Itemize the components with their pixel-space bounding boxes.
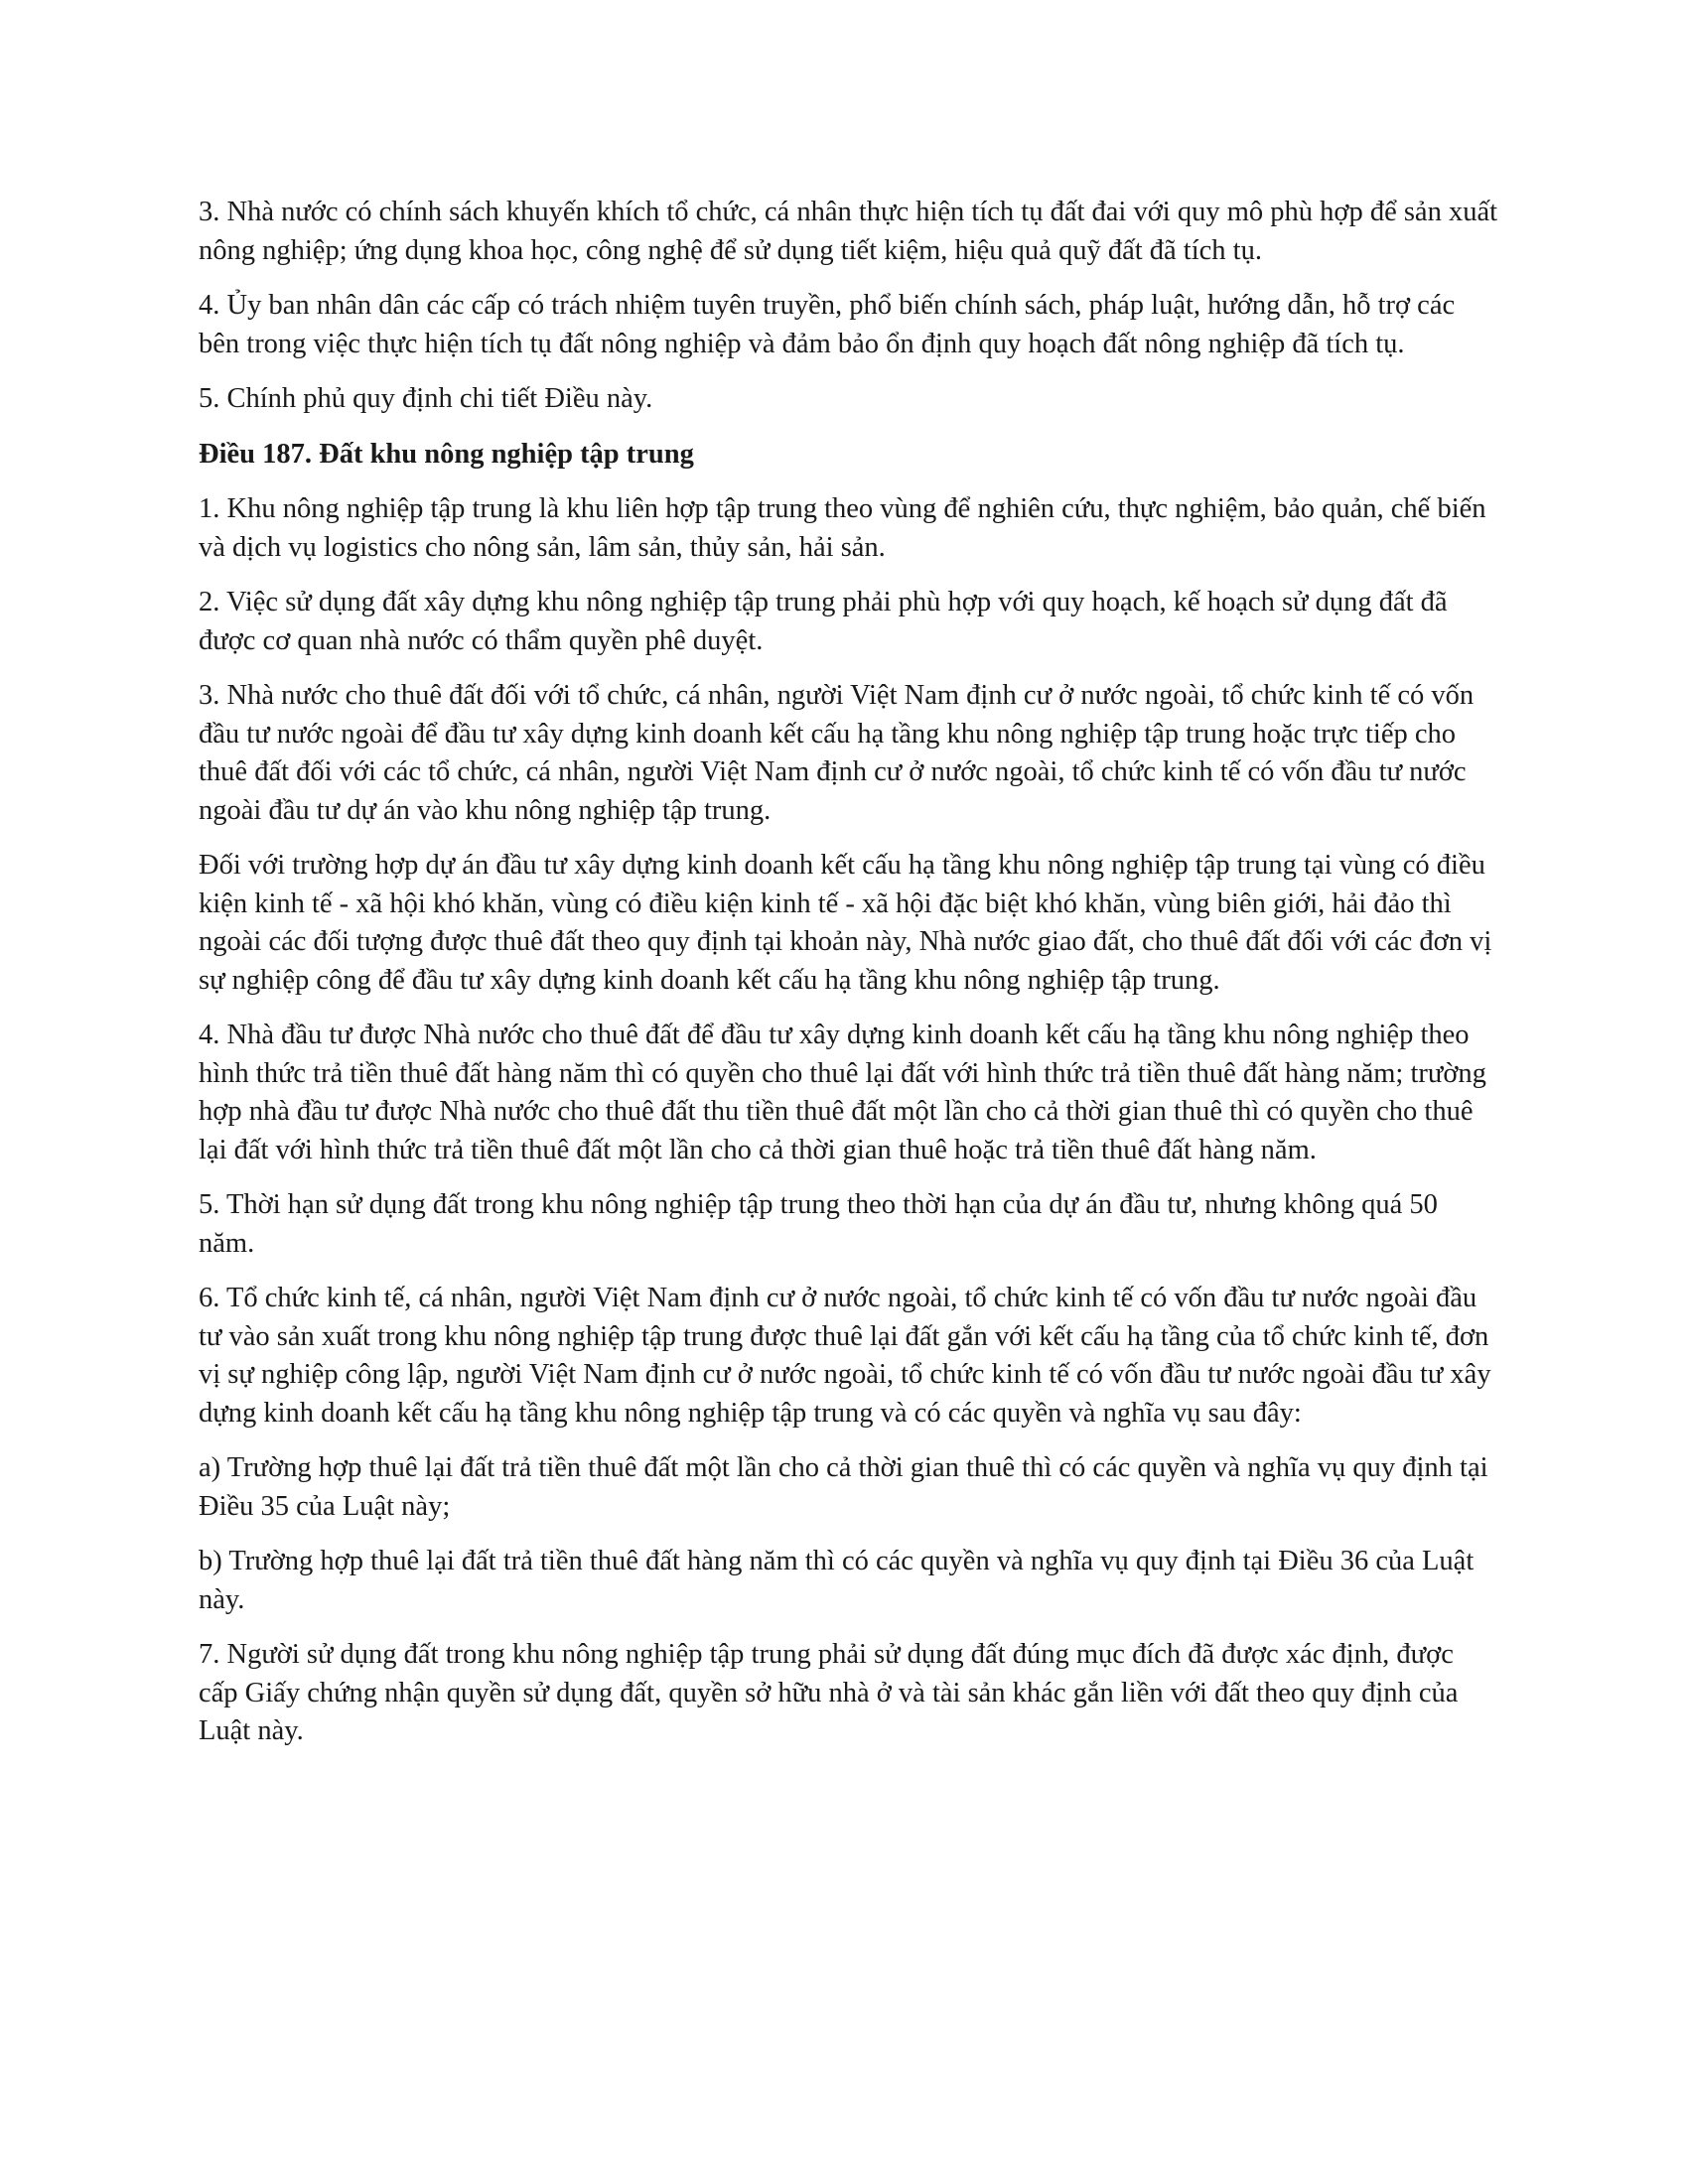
article-187-clause-2: 2. Việc sử dụng đất xây dựng khu nông nghiệp tập trung phải phù hợp với quy hoạch, kế hoạch sử dụng đất đã được cơ quan nhà nước có thẩm quyền phê duyệt. <box>199 587 1448 656</box>
clause-4-peoples-committee: 4. Ủy ban nhân dân các cấp có trách nhiệm tuyên truyền, phổ biến chính sách, pháp luật, hướng dẫn, hỗ trợ các bên trong việc thực hiện tích tụ đất nông nghiệp và đảm bảo ổn định quy hoạch đất nông nghiệp đã tích tụ. <box>199 290 1456 359</box>
article-187-clause-7: 7. Người sử dụng đất trong khu nông nghiệp tập trung phải sử dụng đất đúng mục đích đã được xác định, được cấp Giấy chứng nhận quyền sử dụng đất, quyền sở hữu nhà ở và tài sản khác gắn liền với đất theo quy định của Luật này. <box>199 1639 1459 1746</box>
article-187-clause-4: 4. Nhà đầu tư được Nhà nước cho thuê đất để đầu tư xây dựng kinh doanh kết cấu hạ tầng khu nông nghiệp theo hình thức trả tiền thuê đất hàng năm thì có quyền cho thuê lại đất với hình thức trả tiền thuê đất hàng năm; trường hợp nhà đầu tư được Nhà nước cho thuê đất thu tiền thuê đất một lần cho cả thời gian thuê thì có quyền cho thuê lại đất với hình thức trả tiền thuê đất một lần cho cả thời gian thuê hoặc trả tiền thuê đất hàng năm. <box>199 1020 1486 1165</box>
article-187-clause-6-point-b: b) Trường hợp thuê lại đất trả tiền thuê đất hàng năm thì có các quyền và nghĩa vụ quy định tại Điều 36 của Luật này. <box>199 1546 1475 1615</box>
article-187-clause-3: 3. Nhà nước cho thuê đất đối với tổ chức, cá nhân, người Việt Nam định cư ở nước ngoài, tổ chức kinh tế có vốn đầu tư nước ngoài để đầu tư xây dựng kinh doanh kết cấu hạ tầng khu nông nghiệp tập trung hoặc trực tiếp cho thuê đất đối với các tổ chức, cá nhân, người Việt Nam định cư ở nước ngoài, tổ chức kinh tế có vốn đầu tư nước ngoài đầu tư dự án vào khu nông nghiệp tập trung. <box>199 680 1475 826</box>
clause-3-accumulation: 3. Nhà nước có chính sách khuyến khích tổ chức, cá nhân thực hiện tích tụ đất đai với quy mô phù hợp để sản xuất nông nghiệp; ứng dụng khoa học, công nghệ để sử dụng tiết kiệm, hiệu quả quỹ đất đã tích tụ. <box>199 197 1498 266</box>
article-187-clause-6-point-a: a) Trường hợp thuê lại đất trả tiền thuê đất một lần cho cả thời gian thuê thì có các quyền và nghĩa vụ quy định tại Điều 35 của Luật này; <box>199 1452 1488 1522</box>
article-187-clause-1: 1. Khu nông nghiệp tập trung là khu liên hợp tập trung theo vùng để nghiên cứu, thực nghiệm, bảo quản, chế biến và dịch vụ logistics cho nông sản, lâm sản, thủy sản, hải sản. <box>199 493 1486 563</box>
article-187-heading: Điều 187. Đất khu nông nghiệp tập trung <box>199 438 694 470</box>
article-187-clause-6: 6. Tổ chức kinh tế, cá nhân, người Việt Nam định cư ở nước ngoài, tổ chức kinh tế có vốn đầu tư nước ngoài đầu tư vào sản xuất trong khu nông nghiệp tập trung được thuê lại đất gắn với kết cấu hạ tầng của tổ chức kinh tế, đơn vị sự nghiệp công lập, người Việt Nam định cư ở nước ngoài, tổ chức kinh tế có vốn đầu tư nước ngoài đầu tư xây dựng kinh doanh kết cấu hạ tầng khu nông nghiệp tập trung và có các quyền và nghĩa vụ sau đây: <box>199 1283 1491 1429</box>
article-187-clause-3-continued: Đối với trường hợp dự án đầu tư xây dựng kinh doanh kết cấu hạ tầng khu nông nghiệp tập trung tại vùng có điều kiện kinh tế - xã hội khó khăn, vùng có điều kiện kinh tế - xã hội đặc biệt khó khăn, vùng biên giới, hải đảo thì ngoài các đối tượng được thuê đất theo quy định tại khoản này, Nhà nước giao đất, cho thuê đất đối với các đơn vị sự nghiệp công để đầu tư xây dựng kinh doanh kết cấu hạ tầng khu nông nghiệp tập trung. <box>199 850 1492 996</box>
clause-5-government-regulation: 5. Chính phủ quy định chi tiết Điều này. <box>199 383 653 414</box>
article-187-clause-5: 5. Thời hạn sử dụng đất trong khu nông nghiệp tập trung theo thời hạn của dự án đầu tư, nhưng không quá 50 năm. <box>199 1189 1438 1259</box>
document-page <box>199 194 1499 1768</box>
